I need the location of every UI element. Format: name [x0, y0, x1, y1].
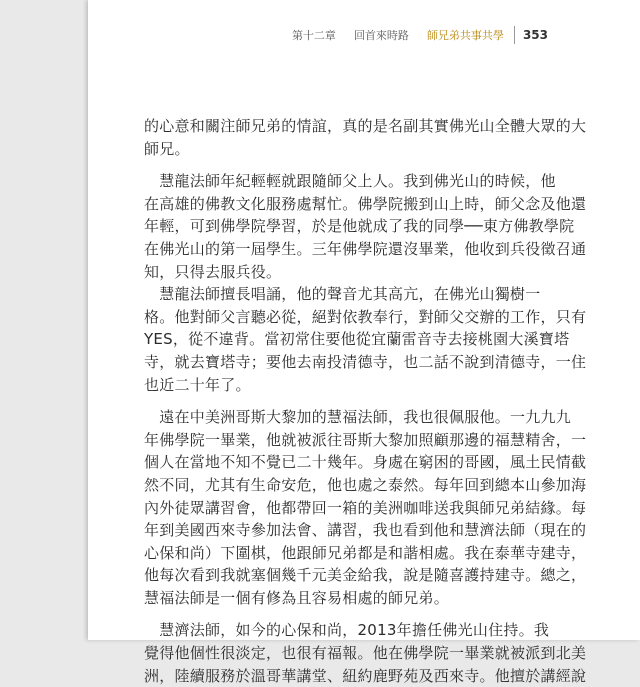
header-chapter: 第十二章	[291, 29, 336, 42]
body-text	[144, 115, 587, 687]
text-line: 在高雄的佛教文化服務處幫忙。佛學院搬到山上時，師父念及他還	[144, 194, 587, 213]
text-line: 遠在中美洲哥斯大黎加的慧福法師，我也很佩服他。一九九九	[144, 408, 572, 427]
text-line: 個人在當地不知不覺已二十幾年。身處在窮困的哥國，風土民情截	[144, 453, 587, 472]
running-header	[292, 26, 548, 44]
header-section-title: 師兄弟共事共學	[426, 29, 504, 42]
text-line: 慧龍法師年紀輕輕就跟隨師父上人。我到佛光山的時候，他	[144, 172, 556, 191]
text-line: 慧濟法師，如今的心保和尚，2013年擔任佛光山住持。我	[144, 621, 550, 640]
text-line: 內外徒眾講習會，他都帶回一箱的美洲咖啡送我與師兄弟結緣。每	[144, 498, 587, 517]
text-line: 在佛光山的第一屆學生。三年佛學院還沒畢業，他收到兵役徵召通	[144, 239, 587, 258]
text-line: 格。他對師父言聽必從，絕對依教奉行，對師父交辦的工作，只有	[144, 307, 587, 326]
text-line: 年到美國西來寺參加法會、講習，我也看到他和慧濟法師（現在的	[144, 521, 587, 540]
text-line: 然不同，尤其有生命安危，他也處之泰然。每年回到總本山參加海	[144, 475, 587, 494]
paragraph	[144, 170, 587, 283]
header-part: 回首來時路	[353, 29, 409, 42]
text-line: 也近二十年了。	[144, 375, 251, 394]
text-line: 年佛學院一畢業，他就被派往哥斯大黎加照顧那邊的福慧精舍，一	[144, 430, 587, 449]
paragraph	[144, 115, 587, 160]
text-line: 寺，就去寶塔寺；要他去南投清德寺，也二話不說到清德寺，一住	[144, 352, 587, 371]
text-line: 師兄。	[144, 139, 190, 158]
text-line: YES，從不違背。當初常住要他從宜蘭雷音寺去接桃園大溪寶塔	[144, 330, 570, 349]
text-line: 他每次看到我就塞個幾千元美金給我，說是隨喜護持建寺。總之，	[144, 566, 587, 585]
text-line: 洲，陸續服務於溫哥華講堂、紐約鹿野苑及西來寺。他擅於講經說	[144, 666, 587, 685]
paragraph	[144, 406, 587, 609]
text-line: 心保和尚）下圍棋，他跟師兄弟都是和諧相處。我在泰華寺建寺，	[144, 543, 587, 562]
header-divider	[514, 26, 515, 44]
text-line: 的心意和關注師兄弟的情誼，真的是名副其實佛光山全體大眾的大	[144, 117, 587, 135]
book-page	[88, 0, 640, 685]
text-line: 慧福法師是一個有修為且容易相處的師兄弟。	[144, 588, 450, 607]
text-line: 年輕，可到佛學院學習，於是他就成了我的同學──東方佛教學院	[144, 217, 575, 236]
text-line: 慧龍法師擅長唱誦，他的聲音尤其高亢，在佛光山獨樹一	[144, 285, 541, 304]
paragraph	[144, 619, 587, 687]
paragraph	[144, 283, 587, 396]
text-line: 覺得他個性很淡定，也很有福報。他在佛學院一畢業就被派到北美	[144, 644, 587, 663]
page-number: 353	[522, 28, 548, 42]
text-line: 知，只得去服兵役。	[144, 262, 282, 281]
